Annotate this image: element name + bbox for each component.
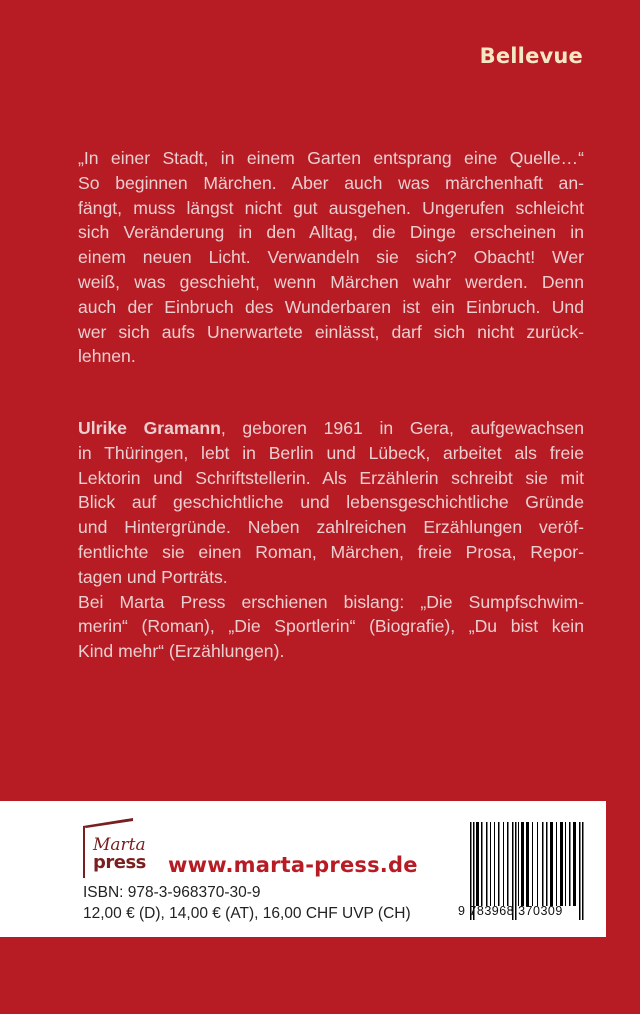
bio-line bbox=[78, 416, 584, 441]
marta-press-logo bbox=[83, 818, 159, 878]
author-bio bbox=[78, 416, 584, 664]
price-info: 12,00 € (D), 14,00 € (AT), 16,00 CHF UVP (CH) bbox=[83, 905, 411, 922]
publisher-url[interactable]: www.marta-press.de bbox=[168, 853, 418, 877]
series-label: Bellevue bbox=[479, 44, 583, 68]
blurb-line: sich Veränderung in den Alltag, die Dinge erscheinen in bbox=[78, 222, 584, 243]
blurb-text bbox=[78, 146, 584, 369]
barcode-number: 9 783968 370309 bbox=[458, 904, 563, 918]
blurb-line: einem neuen Licht. Verwandeln sie sich? Obacht! Wer bbox=[78, 247, 584, 268]
publications-line: merin“ (Roman), „Die Sportlerin“ (Biografie), „Du bist kein bbox=[78, 616, 584, 637]
bio-line: Lektorin und Schriftstellerin. Als Erzählerin schreibt sie mit bbox=[78, 467, 584, 488]
blurb-line: lehnen. bbox=[78, 346, 136, 367]
publications-line: Kind mehr“ (Erzählungen). bbox=[78, 641, 285, 662]
blurb-line: „In einer Stadt, in einem Garten entsprang eine Quelle…“ bbox=[78, 148, 584, 168]
author-name: Ulrike Gramann bbox=[78, 418, 221, 438]
blurb-line: fängt, muss längst nicht gut ausgehen. Ungerufen schleicht bbox=[78, 197, 584, 218]
svg-text:Marta: Marta bbox=[93, 835, 146, 855]
blurb-line: wer sich aufs Unerwartete einlässt, darf sich nicht zurück- bbox=[78, 321, 584, 342]
bio-line: Blick auf geschichtliche und lebensgeschichtliche Gründe bbox=[78, 492, 584, 513]
bio-line: fentlichte sie einen Roman, Märchen, freie Prosa, Repor- bbox=[78, 541, 584, 562]
bio-first-line-rest: , geboren 1961 in Gera, aufgewachsen bbox=[220, 418, 584, 438]
isbn: ISBN: 978-3-968370-30-9 bbox=[83, 884, 261, 901]
blurb-line: auch der Einbruch des Wunderbaren ist ein Einbruch. Und bbox=[78, 296, 584, 317]
blurb-line: weiß, was geschieht, wenn Märchen wahr werden. Denn bbox=[78, 271, 584, 292]
publications-line: Bei Marta Press erschienen bislang: „Die Sumpfschwim- bbox=[78, 591, 584, 612]
blurb-line: So beginnen Märchen. Aber auch was märchenhaft an- bbox=[78, 172, 584, 193]
bio-line: tagen und Porträts. bbox=[78, 566, 228, 587]
svg-text:press: press bbox=[93, 852, 146, 873]
bio-line: und Hintergründe. Neben zahlreichen Erzählungen veröf- bbox=[78, 517, 584, 538]
bio-line: in Thüringen, lebt in Berlin und Lübeck, arbeitet als freie bbox=[78, 442, 584, 463]
